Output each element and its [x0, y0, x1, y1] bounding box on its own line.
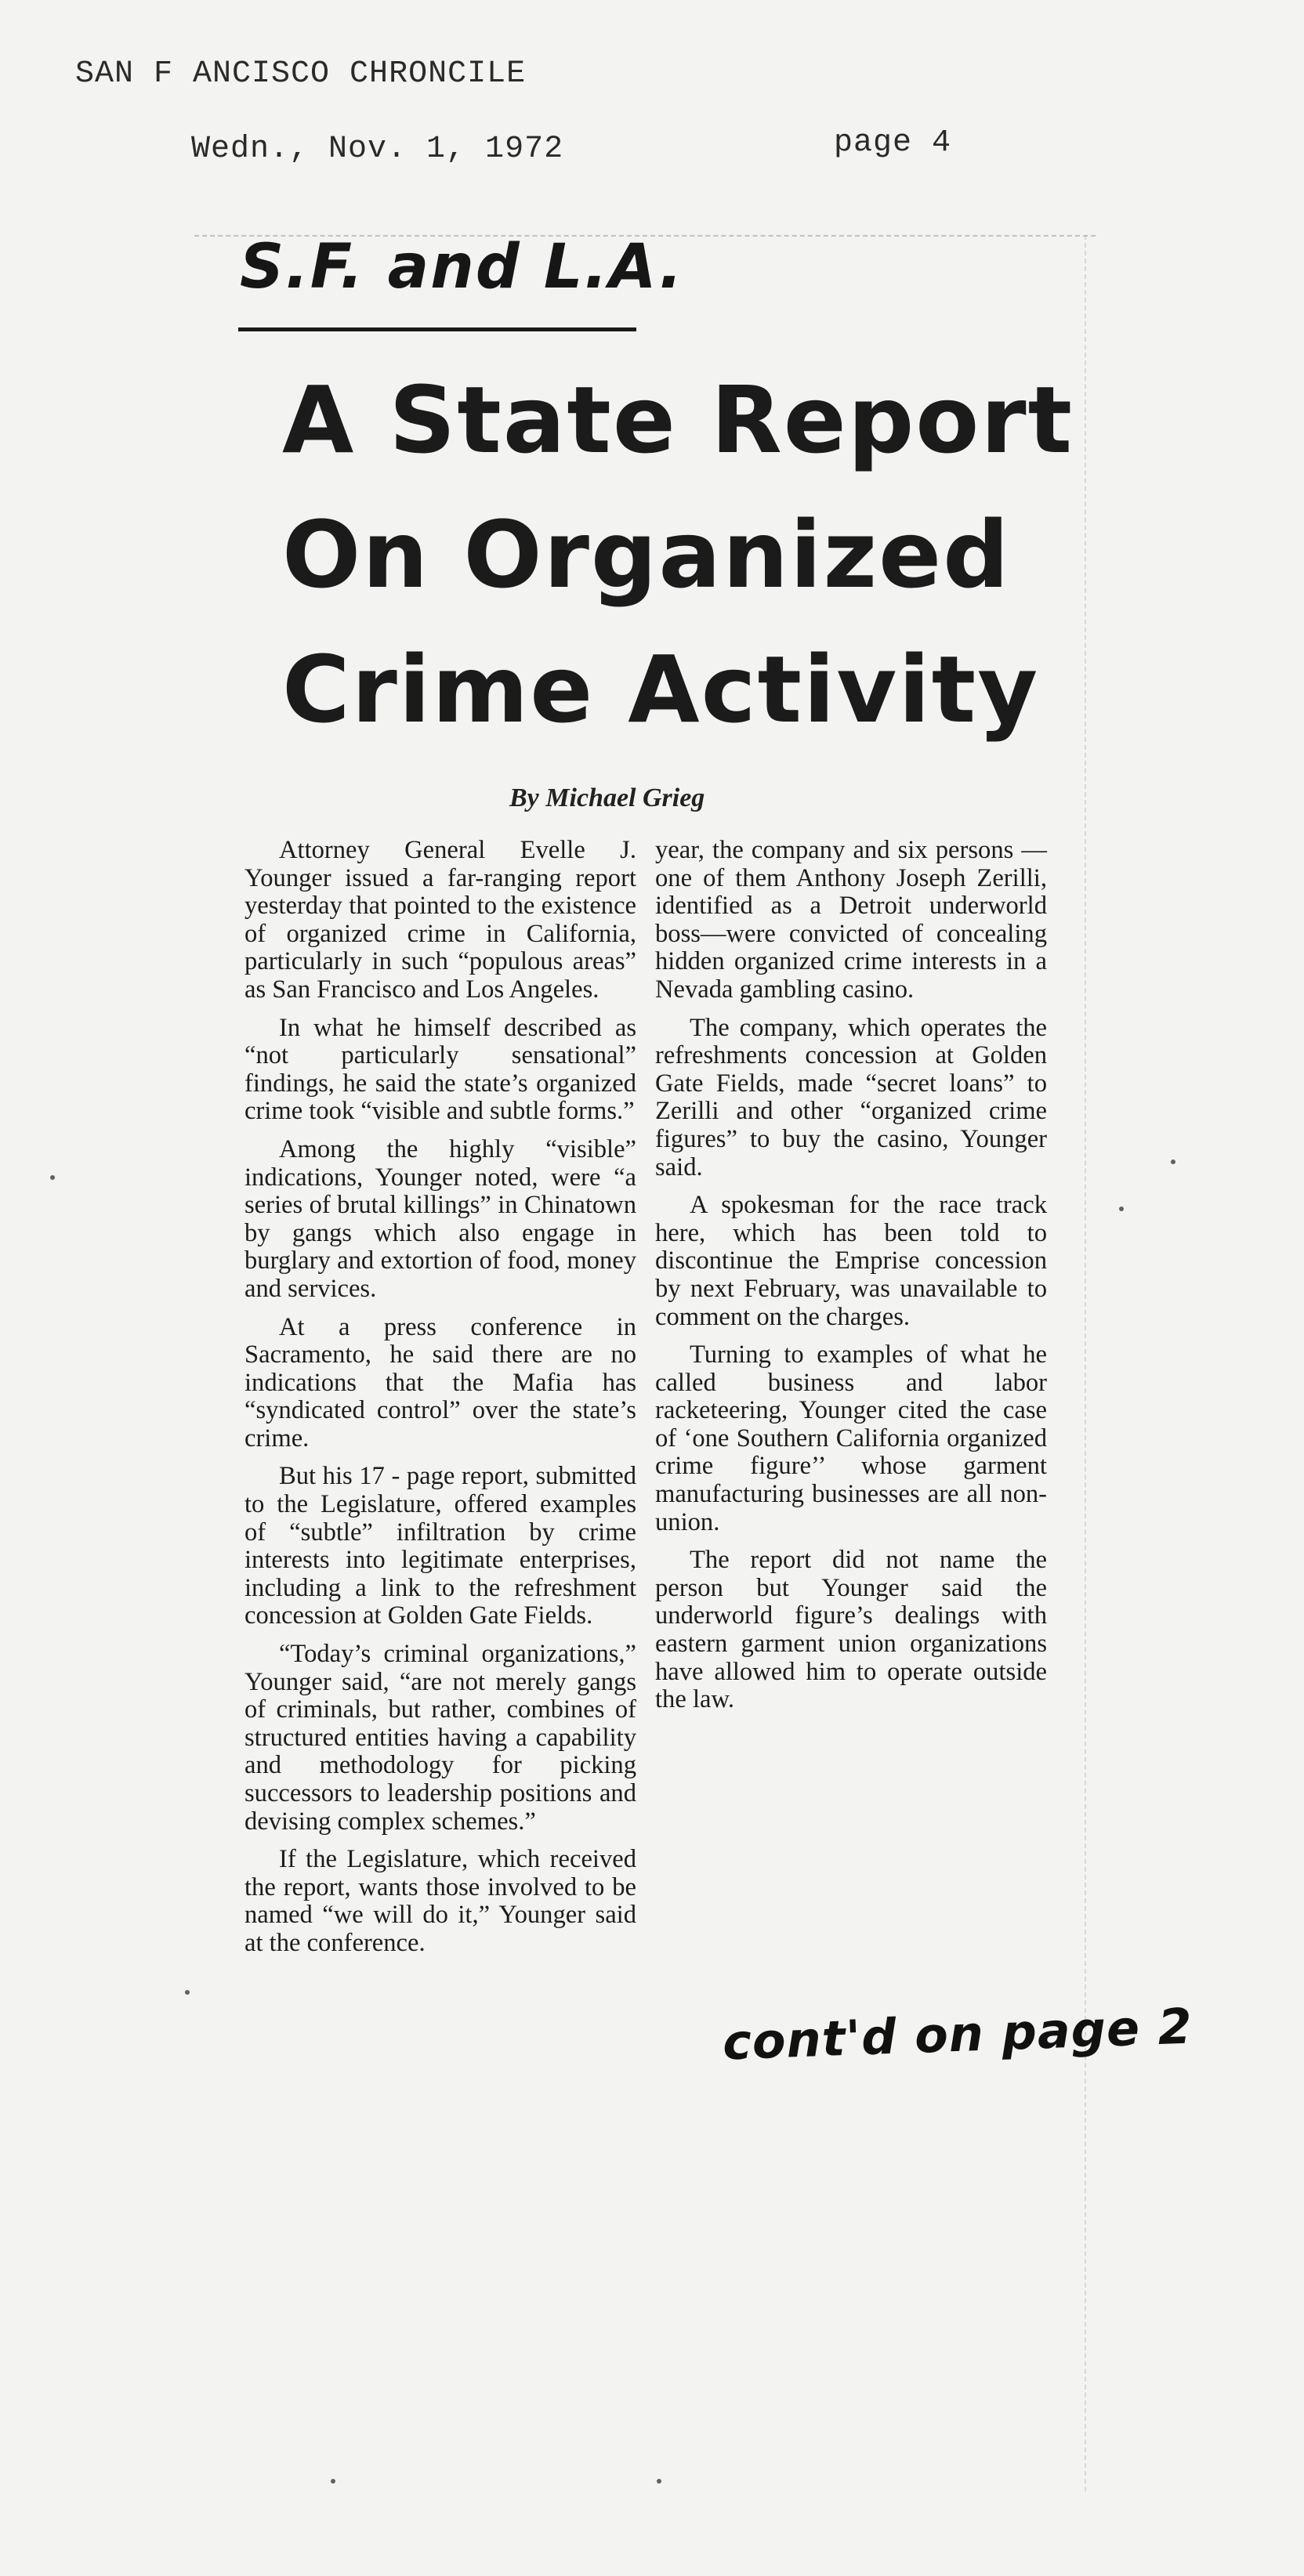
paragraph: Attorney General Evelle J. Younger issued a far-ranging report yesterday that pointed to the existence of organized crime in California, particularly in such “populous areas” as San Francisco and Los Angeles. — [244, 836, 636, 1004]
dust-speck — [50, 1175, 55, 1180]
article-column-right — [655, 837, 1047, 1724]
paragraph: At a press conference in Sacramento, he said there are no indications that the Mafia has “syndicated control” over the state’s crime. — [244, 1312, 636, 1453]
dust-speck — [1119, 1207, 1124, 1211]
paragraph: A spokesman for the race track here, which has been told to discontinue the Emprise concession by next February, was unavailable to comment on the charges. — [655, 1191, 1047, 1331]
dust-speck — [1171, 1160, 1175, 1164]
headline-line: Crime Activity — [282, 635, 1040, 743]
byline: By Michael Grieg — [509, 783, 705, 812]
paragraph: “Today’s criminal organizations,” Younger said, “are not merely gangs of criminals, but rather, combines of structured entities having a capability and methodology for picking successors to leadership positions and devising complex schemes.” — [244, 1640, 636, 1836]
article-kicker: S.F. and L.A. — [240, 232, 684, 302]
dust-speck — [185, 1990, 190, 1995]
article-column-left — [244, 837, 636, 1968]
clipping-right-edge — [1085, 235, 1088, 2491]
paragraph: year, the company and six persons — one of them Anthony Joseph Zerilli, identified as a Detroit underworld boss—were convicted of concealing hidden organized crime interests in a Nevada gambling casino. — [655, 836, 1047, 1004]
paragraph: If the Legislature, which received the report, wants those involved to be named “we will do it,” Younger said at the conference. — [244, 1845, 636, 1957]
headline-line: A State Report — [282, 366, 1074, 474]
handwritten-continuation-note: cont'd on page 2 — [721, 1997, 1194, 2071]
paragraph: The company, which operates the refreshments concession at Golden Gate Fields, made “secret loans” to Zerilli and other “organized crime figures” to buy the casino, Younger said. — [655, 1013, 1047, 1181]
publication-date: Wedn., Nov. 1, 1972 — [191, 132, 564, 167]
paragraph: Among the highly “visible” indications, Younger noted, were “a series of brutal killings” in Chinatown by gangs which also engage in burglary and extortion of food, money and services. — [244, 1134, 636, 1303]
dust-speck — [331, 2479, 335, 2484]
paragraph: In what he himself described as “not particularly sensational” findings, he said the state’s organized crime took “visible and subtle forms.” — [244, 1013, 636, 1126]
kicker-rule — [238, 327, 636, 331]
dust-speck — [657, 2479, 661, 2484]
headline-line: On Organized — [282, 501, 1011, 609]
page-number: page 4 — [834, 125, 952, 161]
paragraph: But his 17 - page report, submitted to the Legislature, offered examples of “subtle” infiltration by crime interests into legitimate enterprises, including a link to the refreshment concession at Golden Gate Fields. — [244, 1462, 636, 1630]
paragraph: The report did not name the person but Younger said the underworld figure’s dealings with eastern garment union organizations have allowed him to operate outside the law. — [655, 1546, 1047, 1714]
paragraph: Turning to examples of what he called business and labor racketeering, Younger cited the case of ‘one Southern California organized crime figure’’ whose garment manufacturing businesses are all non-union. — [655, 1340, 1047, 1536]
newspaper-name: SAN F ANCISCO CHRONCILE — [75, 56, 527, 92]
article-headline — [282, 353, 1074, 757]
